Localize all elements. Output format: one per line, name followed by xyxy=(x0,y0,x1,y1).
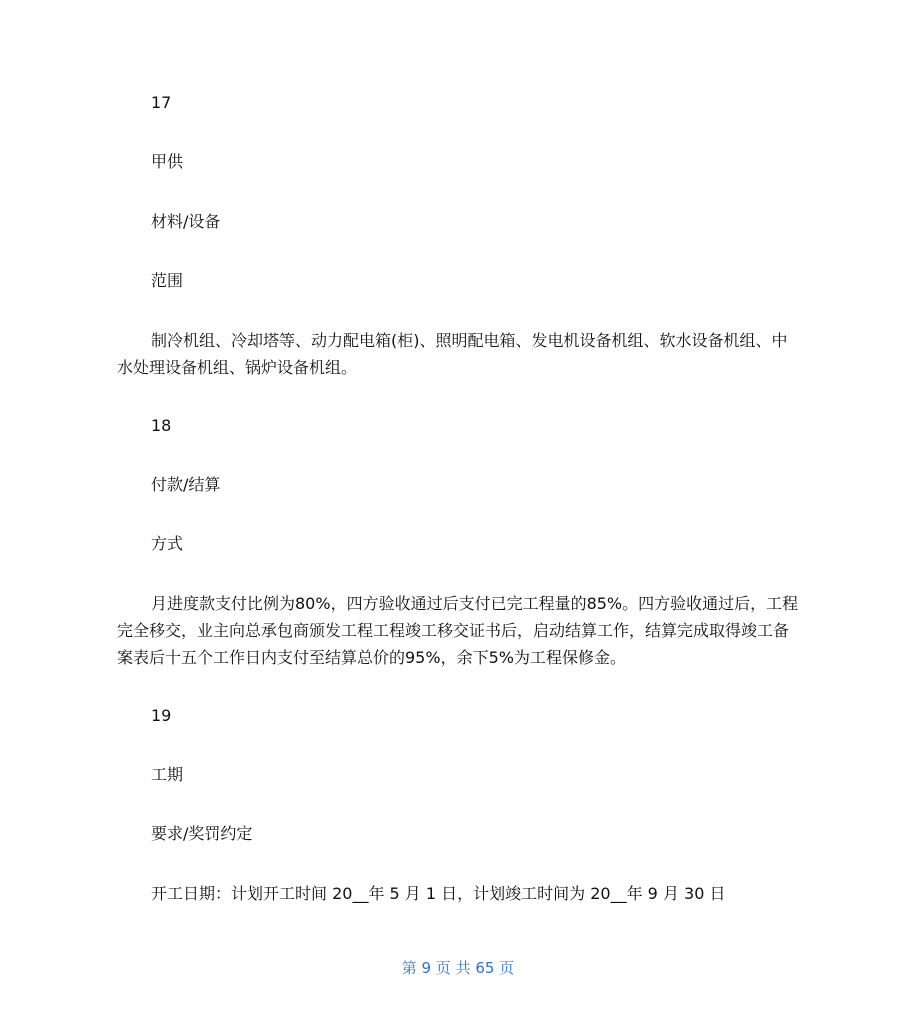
item-label: 付款/结算 xyxy=(151,475,221,494)
footer-current-page: 9 xyxy=(421,959,432,977)
item-label: 材料/设备 xyxy=(151,212,221,231)
item-number: 18 xyxy=(151,416,172,435)
footer-middle: 页 共 xyxy=(435,959,471,977)
item-number: 17 xyxy=(151,93,172,112)
item-content: 制冷机组、冷却塔等、动力配电箱(柜)、照明配电箱、发电机设备机组、软水设备机组、中水处理设备机组、锅炉设备机组。 xyxy=(117,331,788,377)
item-label: 要求/奖罚约定 xyxy=(151,824,253,843)
footer-prefix: 第 xyxy=(401,959,417,977)
item-content: 月进度款支付比例为80%，四方验收通过后支付已完工程量的85%。四方验收通过后，工程完全移交，业主向总承包商颁发工程工程竣工移交证书后，启动结算工作，结算完成取得竣工备案表后十五个工作日内支付至结算总价的95%，余下5%为工程保修金。 xyxy=(117,594,799,667)
item-label: 范围 xyxy=(151,271,184,290)
item-content: 开工日期：计划开工时间 20__年 5 月 1 日，计划竣工时间为 20__年 9 月 30 日 xyxy=(151,884,726,903)
item-label: 工期 xyxy=(151,765,184,784)
footer-suffix: 页 xyxy=(499,959,515,977)
item-label: 方式 xyxy=(151,534,184,553)
item-number: 19 xyxy=(151,706,172,725)
item-label: 甲供 xyxy=(151,152,184,171)
footer-total-pages: 65 xyxy=(475,959,495,977)
page-footer xyxy=(0,957,916,979)
